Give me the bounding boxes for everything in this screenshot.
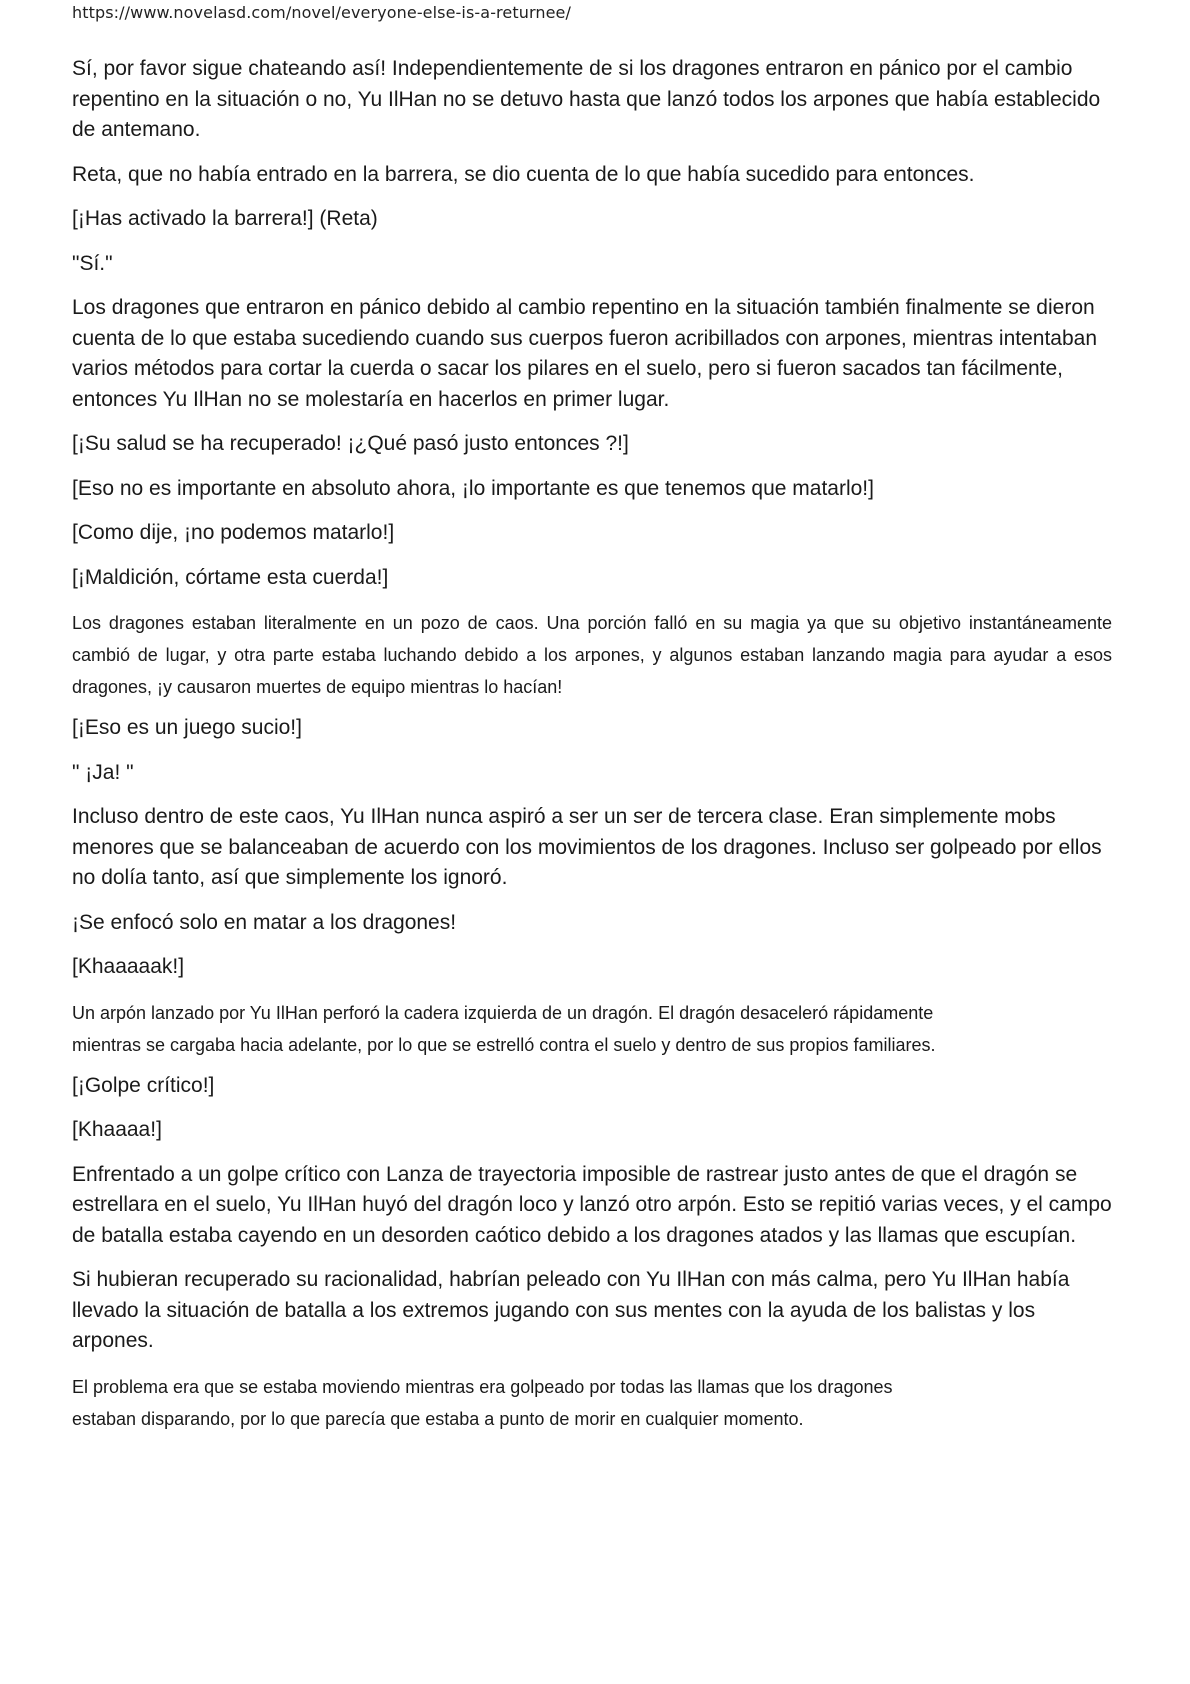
paragraph: Si hubieran recuperado su racionalidad, habrían peleado con Yu IlHan con más calma, pero Yu IlHan había llevado la situación de batalla a los extremos jugando con sus mentes con la ayuda de los balistas y los arpones.: [72, 1268, 1070, 1352]
paragraph: Enfrentado a un golpe crítico con Lanza de trayectoria imposible de rastrear justo antes de que el dragón se estrellara en el suelo, Yu IlHan huyó del dragón loco y lanzó otro arpón. Esto se repitió varias veces, y el campo de batalla estaba cayendo en un desorden caótico debido a los dragones atados y las llamas que escupían.: [72, 1162, 1112, 1247]
paragraph-line: Un arpón lanzado por Yu IlHan perforó la cadera izquierda de un dragón. El dragón desaceleró rápidamente: [72, 1002, 934, 1023]
paragraph: [¡Eso es un juego sucio!]: [72, 716, 302, 739]
paragraph-line: mientras se cargaba hacia adelante, por lo que se estrelló contra el suelo y dentro de sus propios familiares.: [72, 1034, 936, 1055]
paragraph: [72, 1371, 1112, 1435]
paragraph: [72, 997, 1112, 1061]
paragraph: Incluso dentro de este caos, Yu IlHan nunca aspiró a ser un ser de tercera clase. Eran simplemente mobs menores que se balanceaban de acuerdo con los movimientos de los dragones. Incluso ser golpeado por ellos no dolía tanto, así que simplemente los ignoró.: [72, 805, 1102, 889]
paragraph: [Khaaaa!]: [72, 1118, 162, 1141]
page-url-header: https://www.novelasd.com/novel/everyone-else-is-a-returnee/: [72, 3, 571, 22]
paragraph: ¡Se enfocó solo en matar a los dragones!: [72, 910, 457, 934]
document-body: [72, 54, 1112, 1445]
paragraph-line: El problema era que se estaba moviendo mientras era golpeado por todas las llamas que los dragones: [72, 1376, 893, 1397]
paragraph: "Sí.": [72, 251, 113, 275]
paragraph: [¡Maldición, córtame esta cuerda!]: [72, 565, 389, 589]
paragraph: Reta, que no había entrado en la barrera, se dio cuenta de lo que había sucedido para entonces.: [72, 162, 975, 186]
paragraph: [¡Golpe crítico!]: [72, 1073, 215, 1097]
paragraph: Los dragones estaban literalmente en un pozo de caos. Una porción falló en su magia ya que su objetivo instantáneamente cambió de lugar, y otra parte estaba luchando debido a los arpones, y algunos estaban lanzando magia para ayudar a esos dragones, ¡y causaron muertes de equipo mientras lo hacían!: [72, 613, 1112, 697]
paragraph: [Khaaaaak!]: [72, 955, 185, 978]
paragraph-line: estaban disparando, por lo que parecía que estaba a punto de morir en cualquier momento.: [72, 1408, 804, 1429]
paragraph: [¡Has activado la barrera!] (Reta): [72, 207, 378, 230]
paragraph: Sí, por favor sigue chateando así! Independientemente de si los dragones entraron en pánico por el cambio repentino en la situación o no, Yu IlHan no se detuvo hasta que lanzó todos los arpones que había establecido de antemano.: [72, 57, 1101, 141]
paragraph: " ¡Ja! ": [72, 760, 134, 784]
paragraph: Los dragones que entraron en pánico debido al cambio repentino en la situación también finalmente se dieron cuenta de lo que estaba sucediendo cuando sus cuerpos fueron acribillados con arpones, mientras intentaban varios métodos para cortar la cuerda o sacar los pilares en el suelo, pero si fueron sacados tan fácilmente, entonces Yu IlHan no se molestaría en hacerlos en primer lugar.: [72, 296, 1098, 411]
paragraph: [¡Su salud se ha recuperado! ¡¿Qué pasó justo entonces ?!]: [72, 432, 629, 455]
paragraph: [Eso no es importante en absoluto ahora, ¡lo importante es que tenemos que matarlo!]: [72, 476, 874, 500]
paragraph: [Como dije, ¡no podemos matarlo!]: [72, 521, 395, 544]
